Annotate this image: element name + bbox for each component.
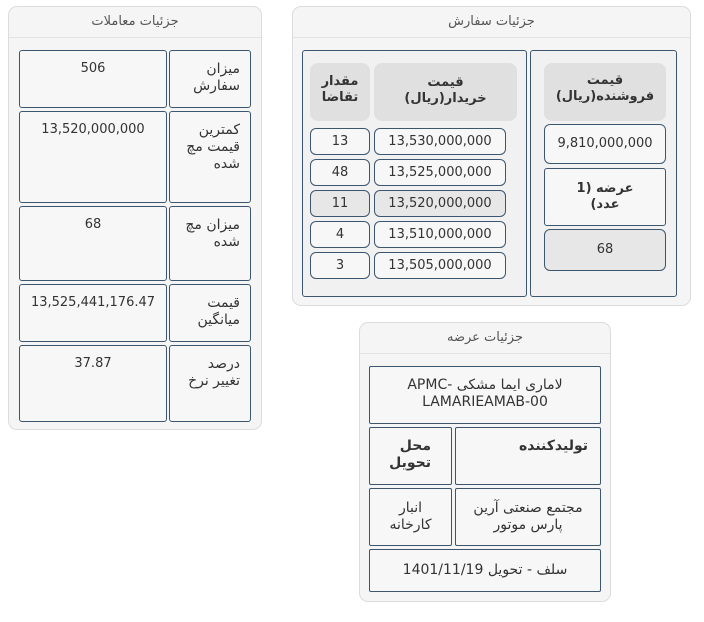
order-amount-label: میزان سفارش [169, 50, 251, 108]
buy-qty-row: 4 [310, 221, 370, 248]
matched-amount-label: میزان مچ شده [169, 206, 251, 281]
buy-price-row: 13,520,000,000 [374, 190, 506, 217]
supply-value: 68 [544, 229, 666, 271]
delivery-place: انبار کارخانه [369, 488, 452, 546]
buy-qty-row: 48 [310, 159, 370, 186]
seller-panel [530, 50, 677, 297]
buy-price-row: 13,525,000,000 [374, 159, 506, 186]
seller-price-value: 9,810,000,000 [544, 124, 666, 164]
offer-card [359, 322, 611, 602]
transactions-title: جزئیات معاملات [9, 7, 261, 38]
min-matched-price-value: 13,520,000,000 [19, 111, 167, 203]
rate-change-value: 37.87 [19, 345, 167, 422]
buy-qty-row: 13 [310, 128, 370, 155]
order-card [292, 6, 691, 306]
matched-amount-value: 68 [19, 206, 167, 281]
demand-qty-header: مقدار تقاضا [310, 63, 370, 121]
buy-qty-row: 3 [310, 252, 370, 279]
order-amount-value: 506 [19, 50, 167, 108]
min-matched-price-label: کمترین قیمت مچ شده [169, 111, 251, 203]
settlement-info: سلف - تحویل 1401/11/19 [369, 549, 601, 592]
producer-label: تولیدکننده [455, 427, 601, 485]
avg-price-label: قیمت میانگین [169, 284, 251, 342]
buyer-panel [302, 50, 527, 297]
avg-price-value: 13,525,441,176.47 [19, 284, 167, 342]
buy-price-row: 13,510,000,000 [374, 221, 506, 248]
seller-price-header: قیمت فروشنده(ریال) [544, 63, 666, 121]
order-title: جزئیات سفارش [293, 7, 690, 38]
rate-change-label: درصد تغییر نرخ [169, 345, 251, 422]
offer-title: جزئیات عرضه [360, 323, 610, 354]
buy-price-row: 13,505,000,000 [374, 252, 506, 279]
supply-header: عرضه (1 عدد) [544, 168, 666, 226]
producer-name: مجتمع صنعتی آرین پارس موتور [455, 488, 601, 546]
product-name: لاماری ایما مشکی -APMC LAMARIEAMAB-00 [369, 366, 601, 424]
buyer-price-header: قیمت خریدار(ریال) [374, 63, 517, 121]
buy-qty-row: 11 [310, 190, 370, 217]
delivery-label: محل تحویل [369, 427, 452, 485]
transactions-card [8, 6, 262, 430]
buy-price-row: 13,530,000,000 [374, 128, 506, 155]
